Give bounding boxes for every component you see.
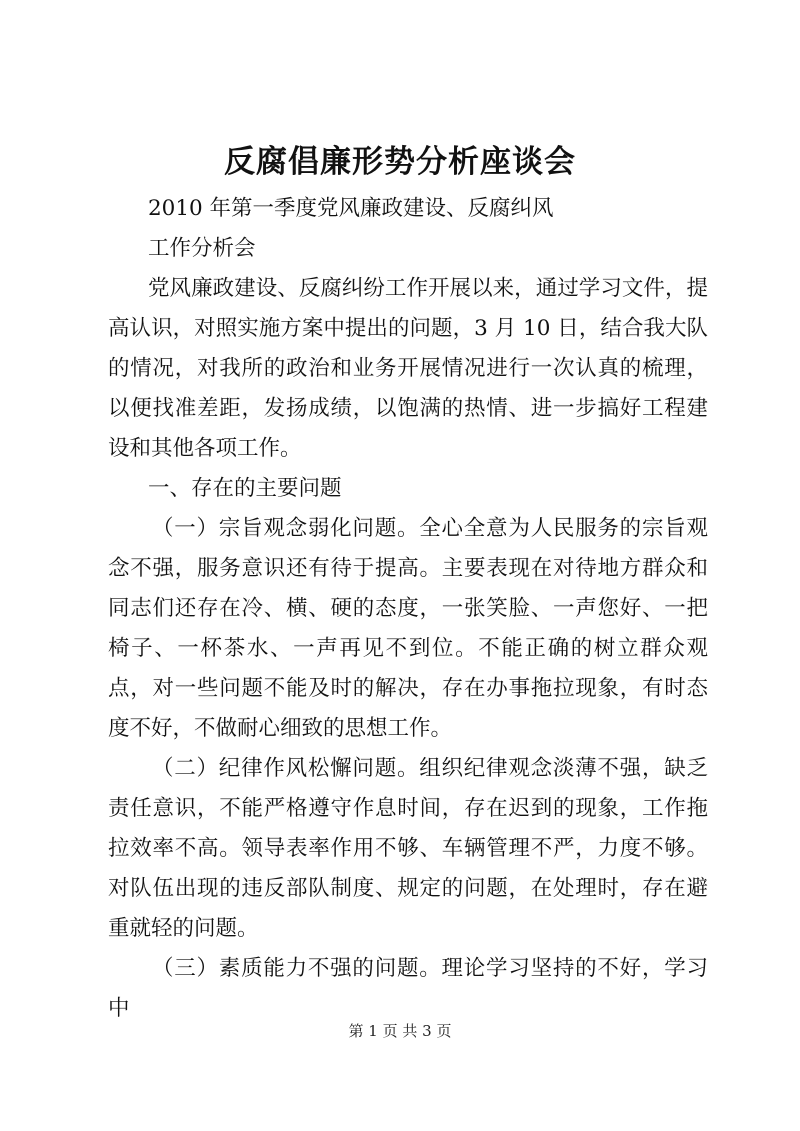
section-heading: 一、存在的主要问题 — [148, 476, 342, 501]
page-footer: 第 1 页 共 3 页 — [348, 1022, 452, 1040]
subtitle-line-2: 工作分析会 — [148, 236, 256, 261]
paragraph-competence-issue: （三）素质能力不强的问题。理论学习坚持的不好，学习中 — [108, 956, 708, 1021]
paragraph-discipline-issue: （二）纪律作风松懈问题。组织纪律观念淡薄不强，缺乏责任意识，不能严格遵守作息时间，存在迟到的现象，工作拖拉效率不高。领导表率作用不够、车辆管理不严，力度不够。对队伍出现的违反部队制度、规定的问题，在处理时，存在避重就轻的问题。 — [108, 756, 708, 941]
paragraph-purpose-issue: （一）宗旨观念弱化问题。全心全意为人民服务的宗旨观念不强，服务意识还有待于提高。主要表现在对待地方群众和同志们还存在冷、横、硬的态度，一张笑脸、一声您好、一把椅子、一杯茶水、一声再见不到位。不能正确的树立群众观点，对一些问题不能及时的解决，存在办事拖拉现象，有时态度不好，不做耐心细致的思想工作。 — [108, 516, 708, 741]
intro-paragraph: 党风廉政建设、反腐纠纷工作开展以来，通过学习文件，提高认识，对照实施方案中提出的问题，3 月 10 日，结合我大队的情况，对我所的政治和业务开展情况进行一次认真的梳理，以便找准差距，发扬成绩，以饱满的热情、进一步搞好工程建设和其他各项工作。 — [108, 276, 708, 461]
document-title: 反腐倡廉形势分析座谈会 — [224, 144, 576, 180]
subtitle-line-1: 2010 年第一季度党风廉政建设、反腐纠风 — [148, 196, 554, 221]
